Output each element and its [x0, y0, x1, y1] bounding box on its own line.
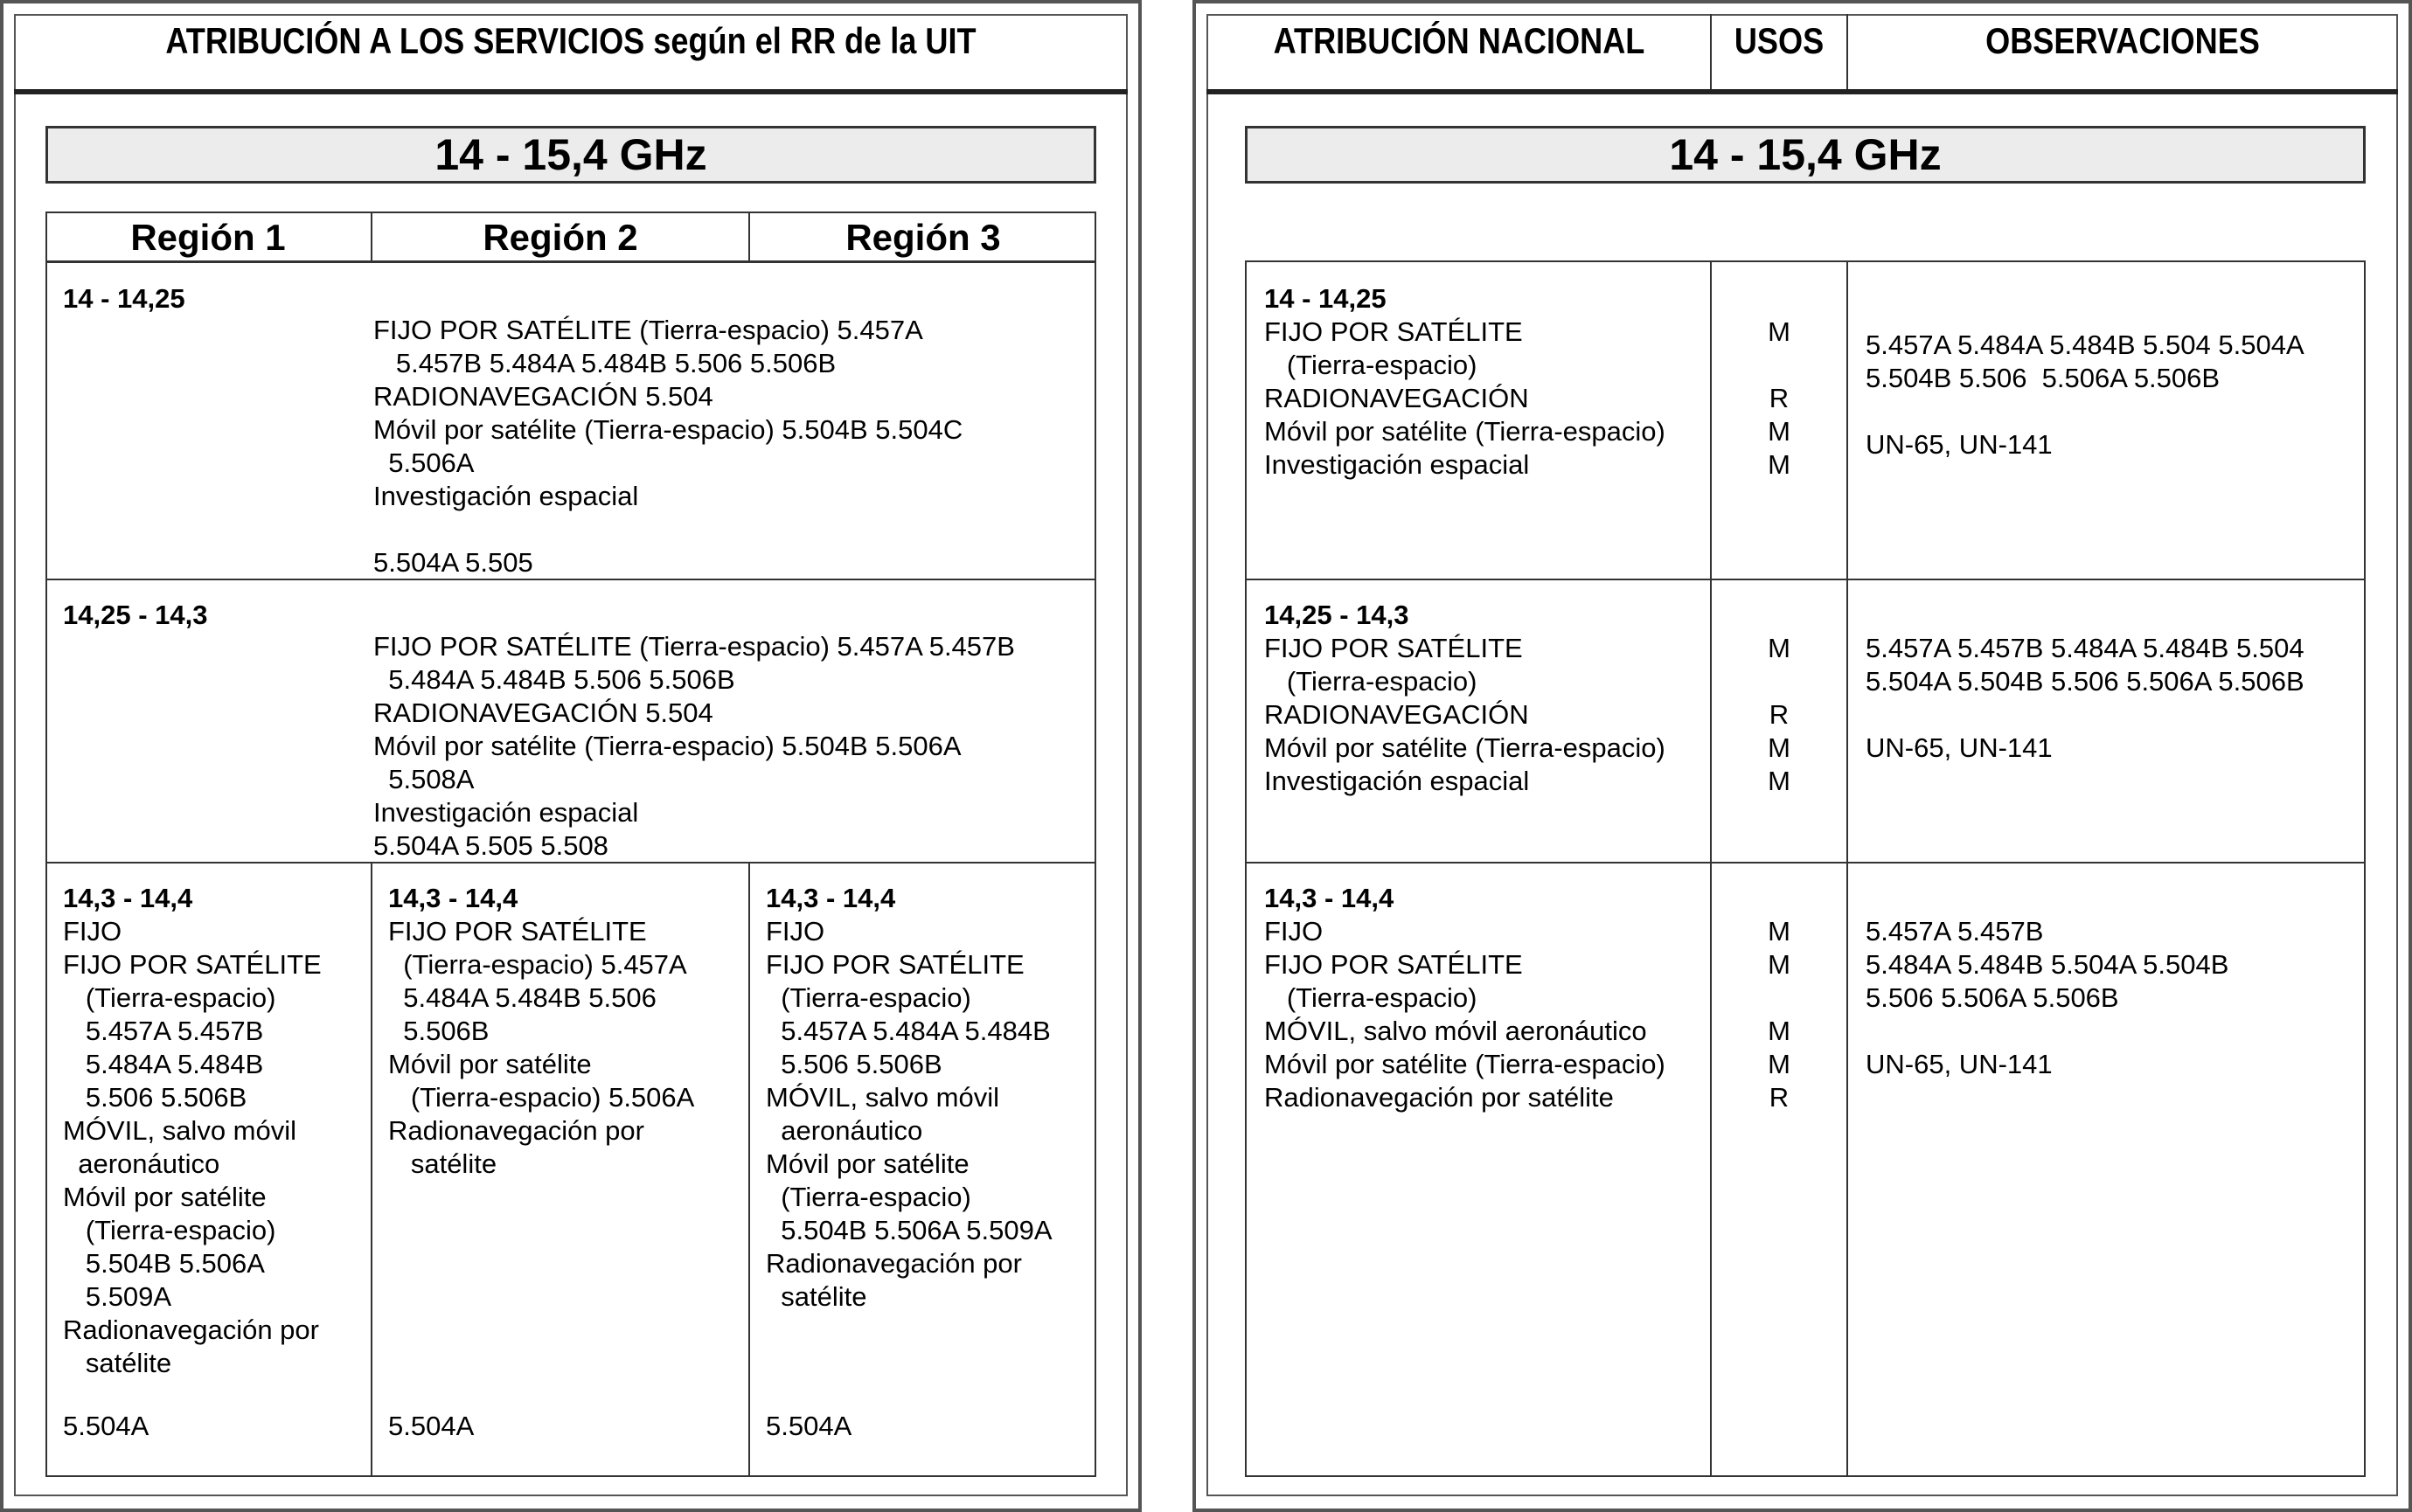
observation-line: UN-65, UN-141 [1866, 732, 2053, 763]
uso-value: M [1768, 1016, 1790, 1046]
left-row3-region1 [63, 882, 322, 1380]
allocation-line: 5.506A [373, 447, 475, 478]
left-row2-allocations [373, 630, 1015, 863]
left-row3-region2 [388, 882, 694, 1181]
uso-value: M [1768, 633, 1790, 663]
right-header-usos: USOS [1734, 20, 1825, 61]
region-2-header: Región 2 [483, 217, 638, 258]
service-line: FIJO POR SATÉLITE [1264, 633, 1523, 663]
left-row3-region2-footnote: 5.504A [388, 1411, 475, 1441]
right-row3-observaciones [1866, 915, 2228, 1081]
allocation-line: satélite [766, 1281, 867, 1312]
allocation-line: FIJO POR SATÉLITE [766, 949, 1025, 980]
right-row1-services [1264, 282, 1665, 482]
allocation-line: FIJO [766, 916, 825, 947]
left-row3-col-div-2 [748, 862, 750, 1477]
region-1-header: Región 1 [130, 217, 286, 258]
uso-value: M [1768, 766, 1790, 796]
allocation-line: FIJO [63, 916, 122, 947]
allocation-line: 5.457A 5.484A 5.484B [766, 1016, 1051, 1046]
left-band-title: 14 - 15,4 GHz [45, 126, 1096, 184]
uso-value: M [1768, 732, 1790, 763]
service-line: Investigación espacial [1264, 449, 1530, 480]
left-row3-region3 [766, 882, 1053, 1314]
uso-value: M [1768, 949, 1790, 980]
service-line: Móvil por satélite (Tierra-espacio) [1264, 1049, 1665, 1079]
right-row3-usos [1712, 915, 1846, 1114]
uso-value: M [1768, 316, 1790, 347]
right-row2-services [1264, 599, 1665, 798]
service-line: (Tierra-espacio) [1264, 350, 1477, 380]
allocation-line: aeronáutico [766, 1115, 923, 1146]
allocation-line: Móvil por satélite [63, 1182, 267, 1212]
service-line: RADIONAVEGACIÓN [1264, 699, 1529, 730]
right-row3-services [1264, 882, 1665, 1114]
observation-line: 5.484A 5.484B 5.504A 5.504B [1866, 949, 2229, 980]
uso-value: R [1769, 699, 1790, 730]
allocation-line: (Tierra-espacio) 5.506A [388, 1082, 695, 1113]
right-row1-observaciones [1866, 329, 2304, 461]
allocation-line: Radionavegación por [388, 1115, 644, 1146]
right-header-div-1 [1710, 14, 1712, 91]
allocation-line: 5.457A 5.457B [63, 1016, 264, 1046]
observation-line: 5.504B 5.506 5.506A 5.506B [1866, 363, 2221, 393]
observation-line: 5.457A 5.457B [1866, 916, 2044, 947]
left-row3-region3-footnote: 5.504A [766, 1411, 852, 1441]
service-line: Móvil por satélite (Tierra-espacio) [1264, 416, 1665, 447]
allocation-line: 5.506 5.506B [766, 1049, 942, 1079]
uso-value [1712, 981, 1846, 1015]
right-header-atribucion: ATRIBUCIÓN NACIONAL [1273, 20, 1645, 61]
left-row2-range: 14,25 - 14,3 [63, 600, 208, 630]
left-row3-col-div-1 [371, 862, 372, 1477]
allocation-line: satélite [63, 1348, 172, 1378]
right-col-div-2 [1846, 260, 1848, 1477]
allocation-line: FIJO POR SATÉLITE (Tierra-espacio) 5.457A 5.457B [373, 631, 1015, 662]
allocation-line: FIJO POR SATÉLITE (Tierra-espacio) 5.457A [373, 315, 923, 345]
allocation-line: 5.509A [63, 1281, 172, 1312]
allocation-line: Investigación espacial [373, 481, 639, 511]
right-header-div-2 [1846, 14, 1848, 91]
band-range: 14,3 - 14,4 [388, 883, 518, 913]
service-line: Móvil por satélite (Tierra-espacio) [1264, 732, 1665, 763]
allocation-line: 5.506 5.506B [63, 1082, 247, 1113]
right-header-observaciones: OBSERVACIONES [1985, 20, 2260, 61]
service-line: RADIONAVEGACIÓN [1264, 383, 1529, 413]
observation-line: UN-65, UN-141 [1866, 1049, 2053, 1079]
allocation-line: Móvil por satélite (Tierra-espacio) 5.504B 5.506A [373, 731, 962, 761]
band-range: 14,25 - 14,3 [1264, 600, 1409, 630]
service-line: FIJO [1264, 916, 1324, 947]
allocation-line: (Tierra-espacio) 5.457A [388, 949, 687, 980]
allocation-line: Móvil por satélite [388, 1049, 592, 1079]
right-header-rule [1206, 89, 2398, 94]
allocation-line: (Tierra-espacio) [766, 1182, 971, 1212]
observation-line: 5.457A 5.457B 5.484A 5.484B 5.504 [1866, 633, 2304, 663]
allocation-line: RADIONAVEGACIÓN 5.504 [373, 697, 713, 728]
service-line: Investigación espacial [1264, 766, 1530, 796]
region-3-header: Región 3 [845, 217, 1001, 258]
allocation-line: FIJO POR SATÉLITE [388, 916, 647, 947]
observation-line: 5.506 5.506A 5.506B [1866, 982, 2119, 1013]
observation-line [1866, 1015, 2228, 1048]
allocation-line: 5.504B 5.506A [63, 1248, 265, 1279]
uso-value: M [1768, 1049, 1790, 1079]
service-line: (Tierra-espacio) [1264, 666, 1477, 697]
allocation-line [373, 513, 963, 546]
left-row3-region1-footnote: 5.504A [63, 1411, 149, 1441]
allocation-line: (Tierra-espacio) [63, 1215, 276, 1245]
footnote-line: 5.504A 5.505 5.508 [373, 830, 608, 861]
allocation-line: FIJO POR SATÉLITE [63, 949, 322, 980]
allocation-line: (Tierra-espacio) [766, 982, 971, 1013]
right-row2-usos [1712, 632, 1846, 798]
service-line: FIJO POR SATÉLITE [1264, 949, 1523, 980]
uso-value: M [1768, 916, 1790, 947]
right-row-div-2 [1245, 862, 2366, 864]
uso-value: M [1768, 416, 1790, 447]
allocation-line: 5.484A 5.484B [63, 1049, 264, 1079]
allocation-line: Móvil por satélite (Tierra-espacio) 5.504B 5.504C [373, 414, 963, 445]
uso-value [1712, 349, 1846, 382]
allocation-line: 5.457B 5.484A 5.484B 5.506 5.506B [373, 348, 837, 378]
band-range: 14,3 - 14,4 [63, 883, 193, 913]
right-band-title: 14 - 15,4 GHz [1245, 126, 2366, 184]
right-row2-observaciones [1866, 632, 2304, 765]
right-row1-usos [1712, 316, 1846, 482]
service-line: (Tierra-espacio) [1264, 982, 1477, 1013]
allocation-line: MÓVIL, salvo móvil [766, 1082, 1000, 1113]
allocation-line: 5.484A 5.484B 5.506 5.506B [373, 664, 735, 695]
allocation-line: 5.508A [373, 764, 475, 794]
left-row1-allocations [373, 314, 963, 579]
allocation-line: (Tierra-espacio) [63, 982, 276, 1013]
band-range: 14,3 - 14,4 [1264, 883, 1394, 913]
footnote-line: 5.504A 5.505 [373, 547, 533, 578]
allocation-line: RADIONAVEGACIÓN 5.504 [373, 381, 713, 412]
left-header-rule [14, 89, 1128, 94]
allocation-line: MÓVIL, salvo móvil [63, 1115, 297, 1146]
allocation-line: 5.484A 5.484B 5.506 [388, 982, 657, 1013]
observation-line [1866, 395, 2304, 428]
allocation-line: aeronáutico [63, 1148, 220, 1179]
allocation-line: satélite [388, 1148, 497, 1179]
allocation-line: Radionavegación por [766, 1248, 1022, 1279]
allocation-line: Investigación espacial [373, 797, 639, 828]
uso-value: M [1768, 449, 1790, 480]
left-header-title: ATRIBUCIÓN A LOS SERVICIOS según el RR de la UIT [165, 20, 977, 61]
observation-line: 5.504A 5.504B 5.506 5.506A 5.506B [1866, 666, 2304, 697]
uso-value: R [1769, 383, 1790, 413]
allocation-line: Móvil por satélite [766, 1148, 970, 1179]
allocation-line: 5.506B [388, 1016, 490, 1046]
band-range: 14 - 14,25 [1264, 283, 1387, 314]
right-row-div-1 [1245, 579, 2366, 580]
uso-value: R [1769, 1082, 1790, 1113]
band-range: 14,3 - 14,4 [766, 883, 896, 913]
observation-line [1866, 698, 2304, 732]
allocation-line: 5.504B 5.506A 5.509A [766, 1215, 1053, 1245]
uso-value [1712, 665, 1846, 698]
observation-line: UN-65, UN-141 [1866, 429, 2053, 460]
left-row1-range: 14 - 14,25 [63, 283, 185, 314]
service-line: Radionavegación por satélite [1264, 1082, 1614, 1113]
service-line: MÓVIL, salvo móvil aeronáutico [1264, 1016, 1647, 1046]
service-line: FIJO POR SATÉLITE [1264, 316, 1523, 347]
observation-line: 5.457A 5.484A 5.484B 5.504 5.504A [1866, 329, 2304, 360]
allocation-line: Radionavegación por [63, 1314, 319, 1345]
